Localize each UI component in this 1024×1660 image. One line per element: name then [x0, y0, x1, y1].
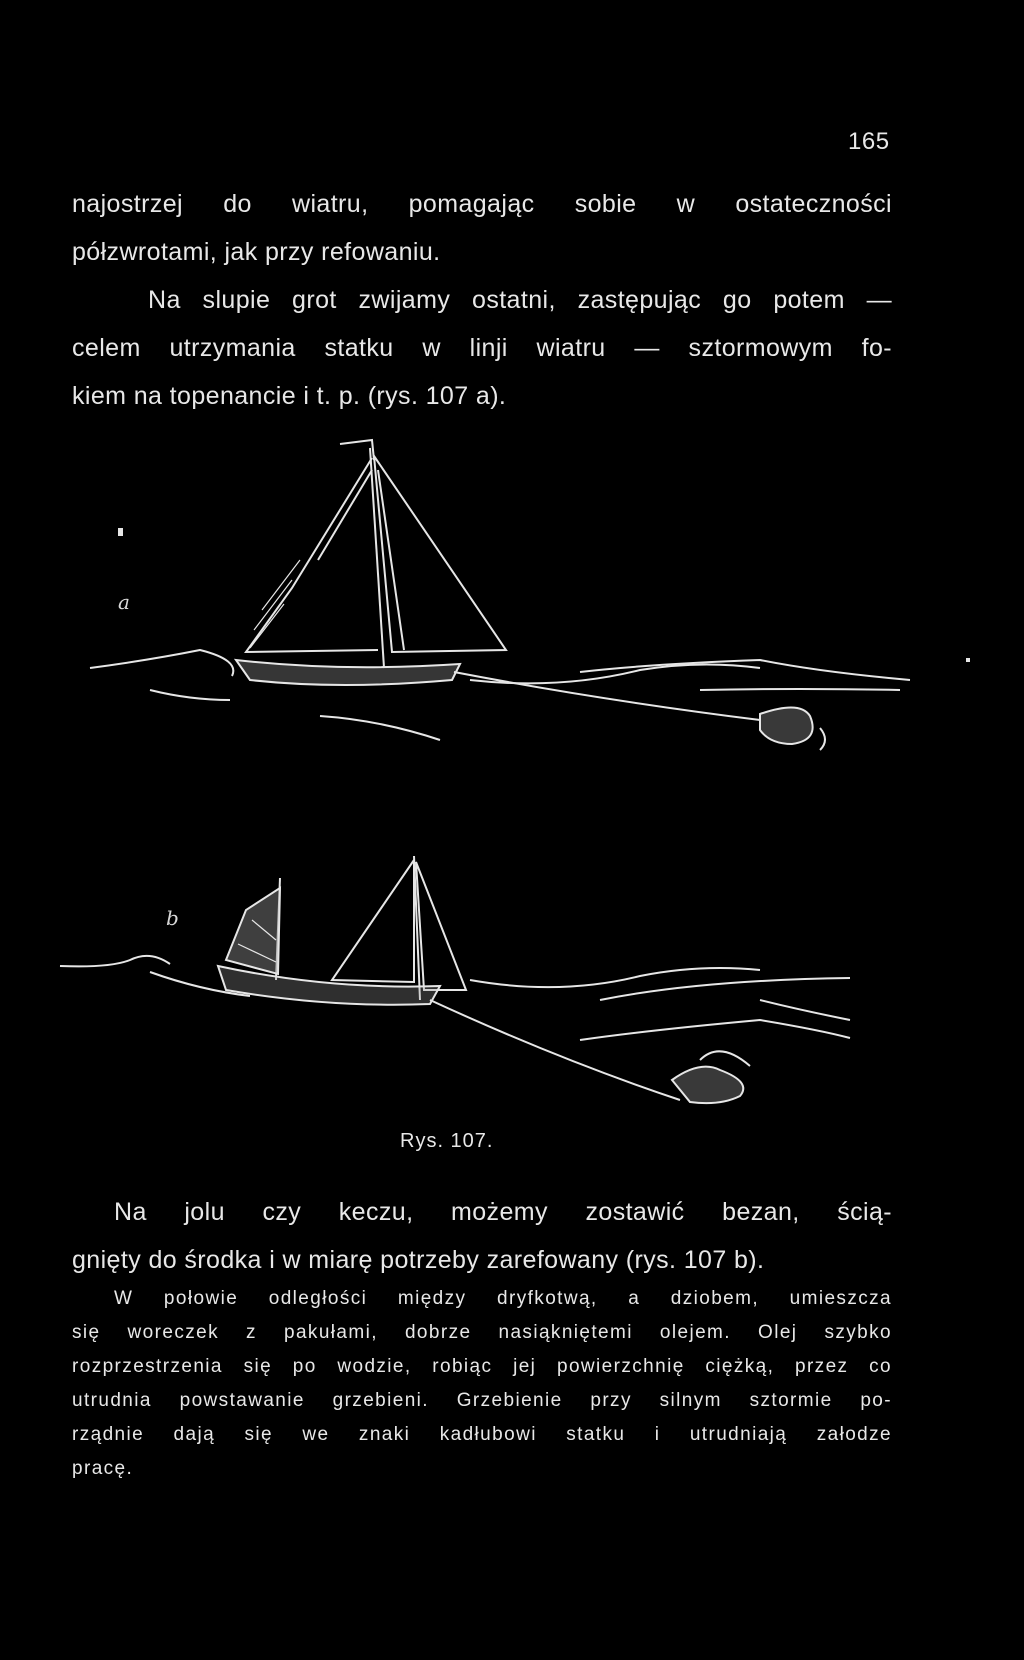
text-line: pracę. — [72, 1458, 134, 1479]
text-line: półzwrotami, jak przy refowaniu. — [72, 238, 441, 266]
wave-line — [60, 956, 170, 967]
text-line: najostrzej do wiatru, pomagając sobie w ostateczności — [72, 190, 892, 218]
drogue-cone — [672, 1067, 743, 1103]
figure-caption: Rys. 107. — [400, 1130, 494, 1152]
text-line: utrudnia powstawanie grzebieni. Grzebienie przy silnym sztormie po- — [72, 1390, 892, 1411]
text-line: gnięty do środka i w miarę potrzeby zarefowany (rys. 107 b). — [72, 1246, 765, 1274]
wave-line — [760, 1000, 850, 1020]
wave-line — [600, 978, 850, 1000]
text-line: Na jolu czy keczu, możemy zostawić bezan, ścią- — [114, 1198, 892, 1226]
drogue-line — [430, 1000, 680, 1100]
text-line: rządnie dają się we znaki kadłubowi statku i utrudniają załodze — [72, 1424, 892, 1445]
text-line: celem utrzymania statku w linji wiatru — sztormowym fo- — [72, 334, 892, 362]
middle-paragraph — [72, 1188, 892, 1284]
text-line: rozprzestrzenia się po wodzie, robiąc jej powierzchnię ciężką, przez co — [72, 1356, 892, 1377]
text-line: się woreczek z pakułami, dobrze nasiąkniętemi olejem. Olej szybko — [72, 1322, 892, 1343]
text-line: Na slupie grot zwijamy ostatni, zastępując go potem — — [148, 286, 892, 314]
mizzen-sail — [226, 888, 280, 974]
wave-line — [580, 1020, 850, 1040]
main-sail — [332, 860, 414, 982]
page-number: 165 — [848, 128, 890, 155]
text-line: W połowie odległości między dryfkotwą, a dziobem, umieszcza — [114, 1288, 892, 1309]
small-print-paragraph — [72, 1282, 892, 1486]
jib-sail — [416, 862, 466, 990]
figure-a-label: a — [118, 590, 130, 614]
text-line: kiem na topenancie i t. p. (rys. 107 a). — [72, 382, 507, 410]
hull — [218, 966, 440, 1005]
figure-b-label: b — [166, 906, 179, 930]
